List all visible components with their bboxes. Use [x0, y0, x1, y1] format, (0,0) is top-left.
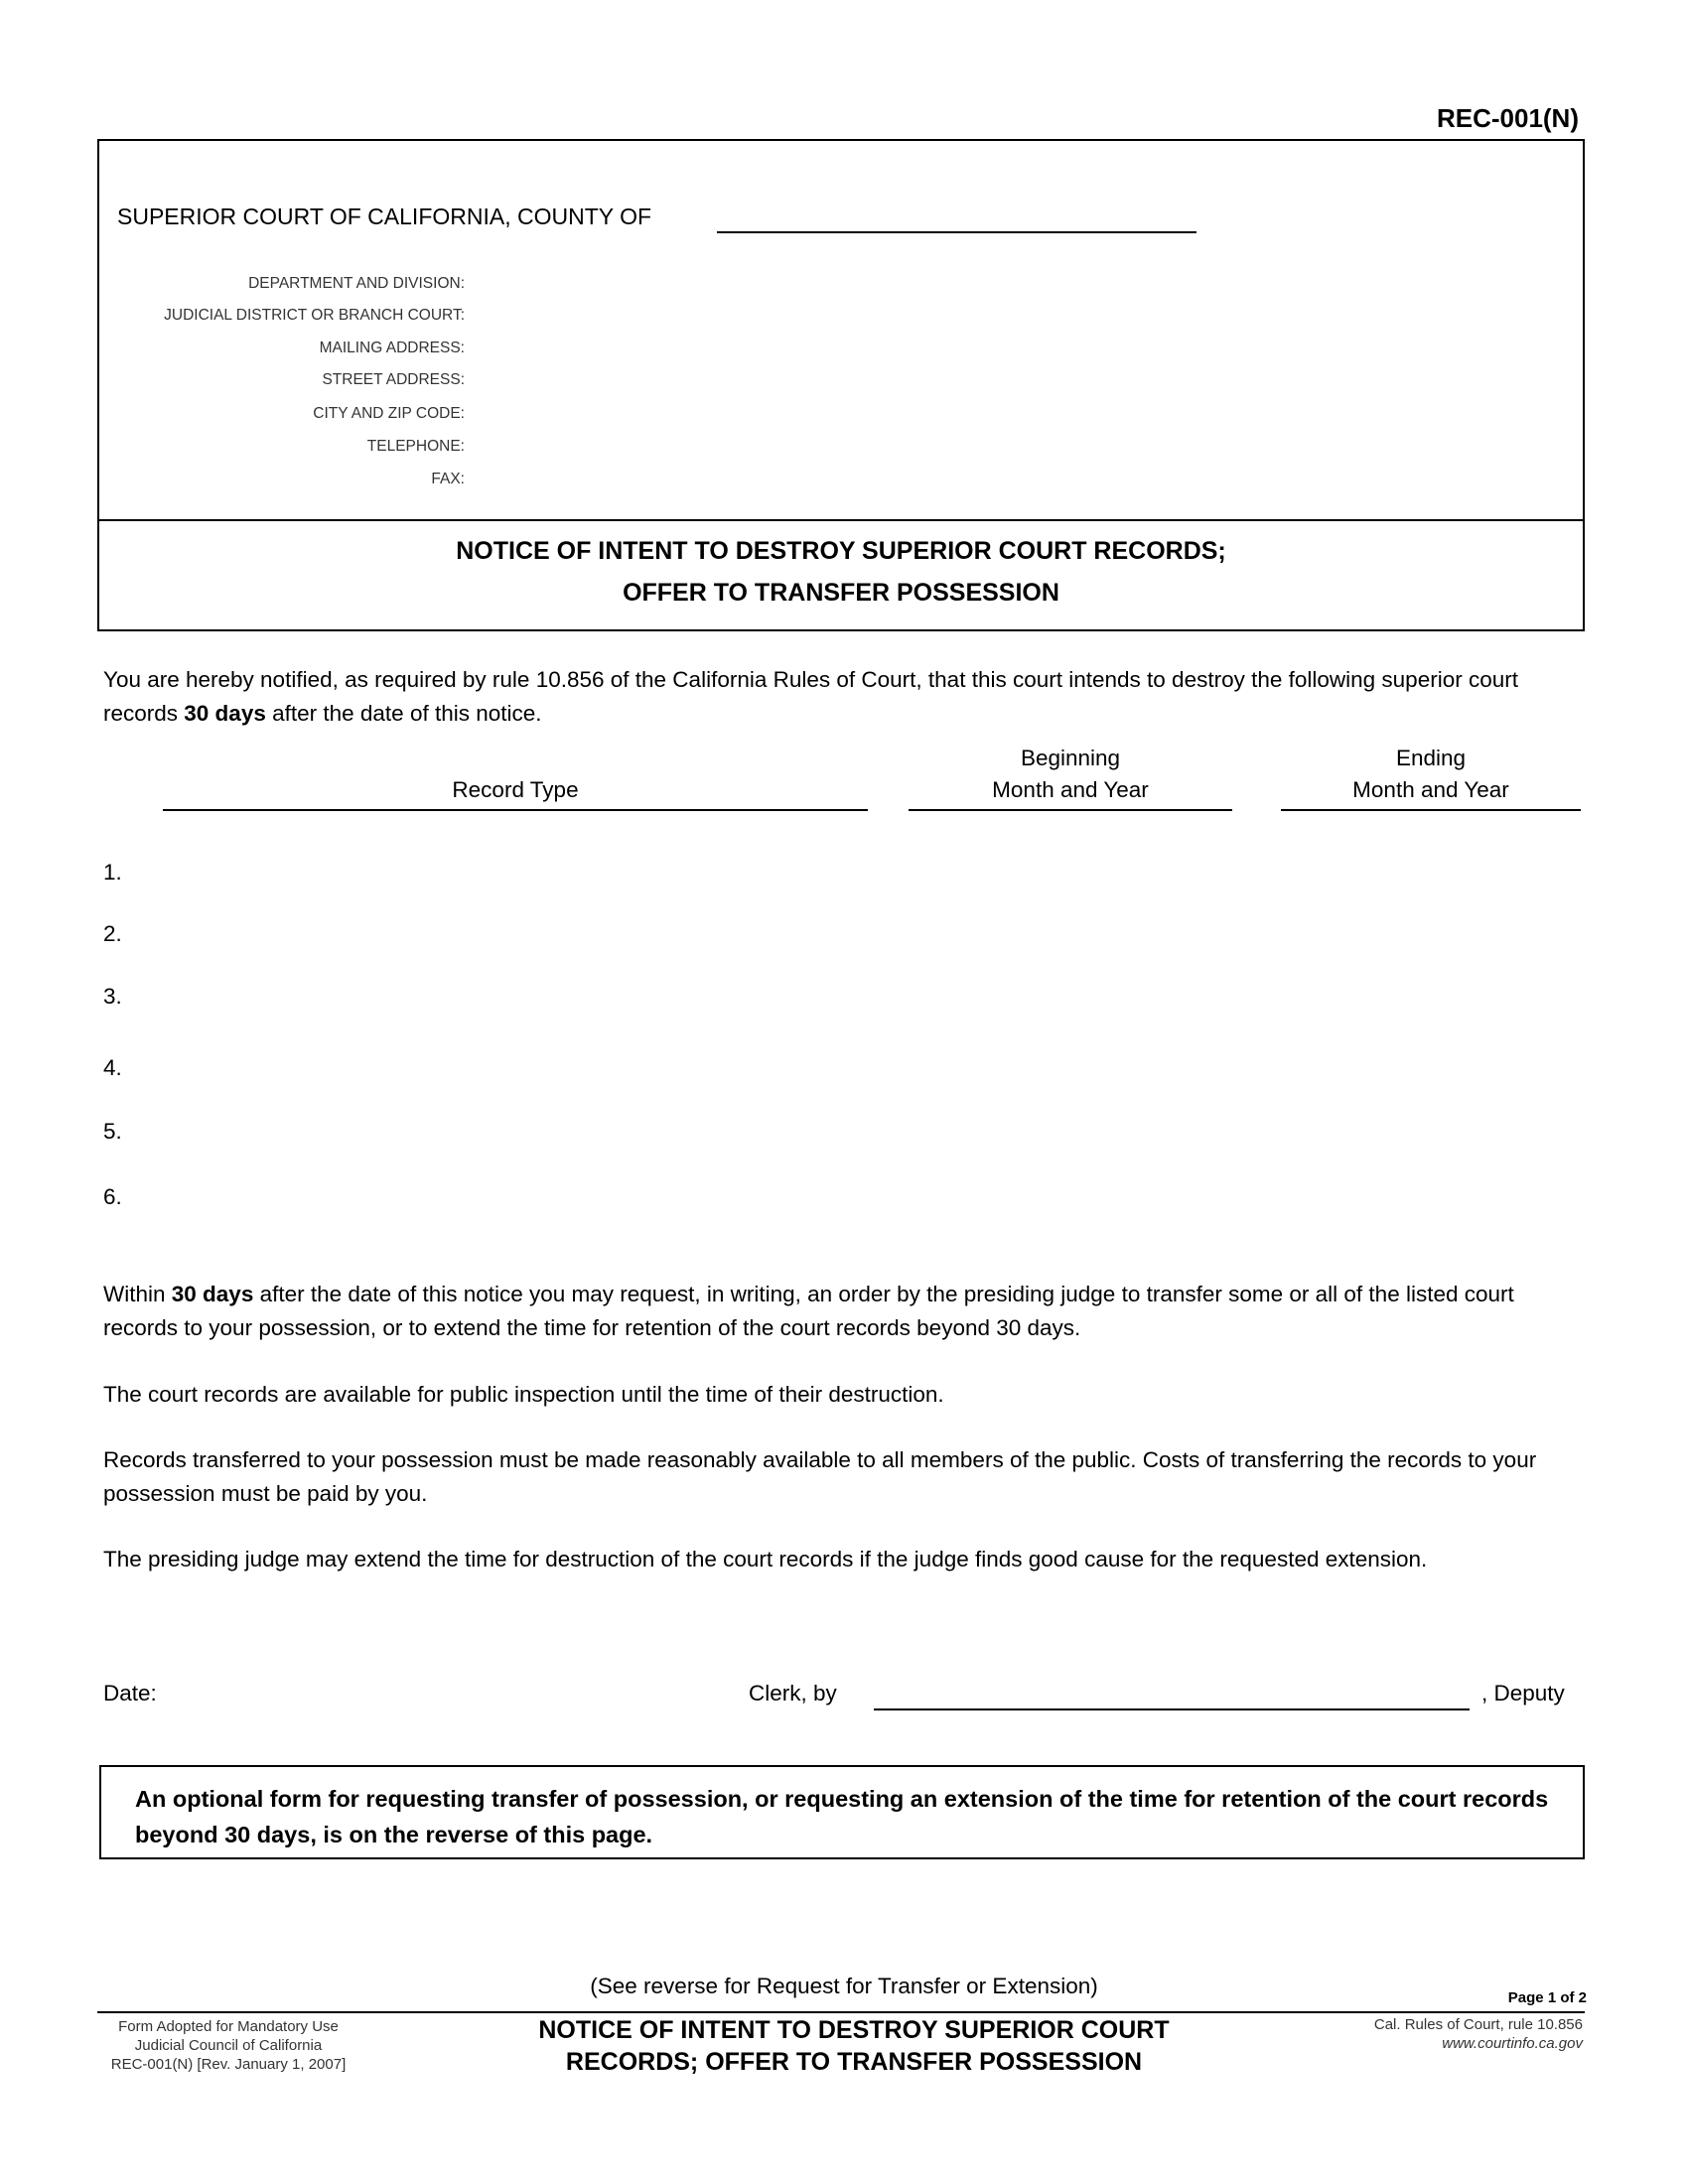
court-label-mailing: MAILING ADDRESS: — [319, 340, 465, 356]
footer-rule-citation: Cal. Rules of Court, rule 10.856 — [1373, 2016, 1583, 2033]
record-item-5: 5. — [103, 1119, 122, 1144]
request-text-end: after the date of this notice you may request, in writing, an order by the presiding judge to transfer some or all of the listed court records to your possession, or to extend the time for retention of the court records beyond 30 days. — [103, 1282, 1514, 1340]
court-label-street: STREET ADDRESS: — [322, 371, 465, 388]
footer-adoption-line3: REC-001(N) [Rev. January 1, 2007] — [110, 2056, 347, 2073]
request-bold: 30 days — [171, 1282, 254, 1306]
footer-citation — [1374, 2015, 1583, 2053]
col-record-type-rule — [163, 809, 868, 811]
transfer-paragraph: Records transferred to your possession must be made reasonably available to all members of the public. Costs of transferring the records to your possession must be paid by you. — [103, 1447, 1537, 1506]
court-label-telephone: TELEPHONE: — [366, 438, 465, 455]
title-divider — [97, 519, 1585, 521]
website-link[interactable]: www.courtinfo.ca.gov — [1442, 2035, 1583, 2052]
extension-paragraph: The presiding judge may extend the time for destruction of the court records if the judge finds good cause for the requested extension. — [103, 1547, 1428, 1571]
footer-title-line2: RECORDS; OFFER TO TRANSFER POSSESSION — [565, 2048, 1143, 2076]
col-beginning-rule — [909, 809, 1232, 811]
footer-title — [457, 2014, 1251, 2078]
court-heading: SUPERIOR COURT OF CALIFORNIA, COUNTY OF — [117, 204, 652, 229]
page-number: Page 1 of 2 — [1507, 1989, 1587, 2006]
footer-rule — [97, 2011, 1585, 2013]
form-title-line1: NOTICE OF INTENT TO DESTROY SUPERIOR COURT RECORDS; — [456, 537, 1226, 565]
intro-text: You are hereby notified, as required by rule 10.856 of the California Rules of Court, that this court intends to destroy the following superior court records — [103, 667, 1518, 726]
request-text: Within — [103, 1282, 172, 1306]
record-item-6: 6. — [103, 1184, 122, 1209]
col-ending-line1: Ending — [1395, 746, 1467, 770]
col-record-type: Record Type — [452, 777, 579, 802]
date-label: Date: — [103, 1681, 157, 1706]
col-beginning — [909, 743, 1232, 806]
record-item-4: 4. — [103, 1055, 122, 1080]
court-label-department: DEPARTMENT AND DIVISION: — [248, 275, 465, 292]
record-item-2: 2. — [103, 921, 122, 946]
footer-title-line1: NOTICE OF INTENT TO DESTROY SUPERIOR COURT — [538, 2016, 1170, 2044]
request-paragraph — [103, 1278, 1593, 1345]
col-ending-rule — [1281, 809, 1581, 811]
form-title-line2: OFFER TO TRANSFER POSSESSION — [623, 579, 1059, 607]
footer-adoption — [79, 2017, 377, 2074]
intro-paragraph — [103, 663, 1593, 731]
clerk-signature-field[interactable] — [874, 1708, 1470, 1710]
record-item-1: 1. — [103, 860, 122, 885]
inspection-paragraph: The court records are available for public inspection until the time of their destruction. — [103, 1382, 944, 1407]
see-reverse-note: (See reverse for Request for Transfer or Extension) — [590, 1974, 1098, 1998]
optional-form-notice: An optional form for requesting transfer of possession, or requesting an extension of the time for retention of the court records beyond 30 days, is on the reverse of this page. — [99, 1765, 1585, 1859]
form-number: REC-001(N) — [1436, 103, 1579, 133]
intro-text-end: after the date of this notice. — [265, 701, 542, 726]
clerk-label: Clerk, by — [749, 1681, 837, 1706]
court-label-branch: JUDICIAL DISTRICT OR BRANCH COURT: — [164, 307, 465, 324]
county-field[interactable] — [717, 231, 1196, 233]
footer-adoption-line1: Form Adopted for Mandatory Use — [118, 2018, 339, 2035]
record-item-3: 3. — [103, 984, 122, 1009]
col-ending-line2: Month and Year — [1352, 777, 1509, 802]
col-ending — [1281, 743, 1581, 806]
col-beginning-line2: Month and Year — [992, 777, 1149, 802]
court-label-city-zip: CITY AND ZIP CODE: — [313, 405, 465, 422]
intro-bold: 30 days — [184, 701, 266, 726]
court-label-fax: FAX: — [431, 471, 465, 487]
deputy-label: , Deputy — [1481, 1681, 1565, 1706]
col-beginning-line1: Beginning — [1020, 746, 1121, 770]
footer-adoption-line2: Judicial Council of California — [134, 2037, 323, 2054]
